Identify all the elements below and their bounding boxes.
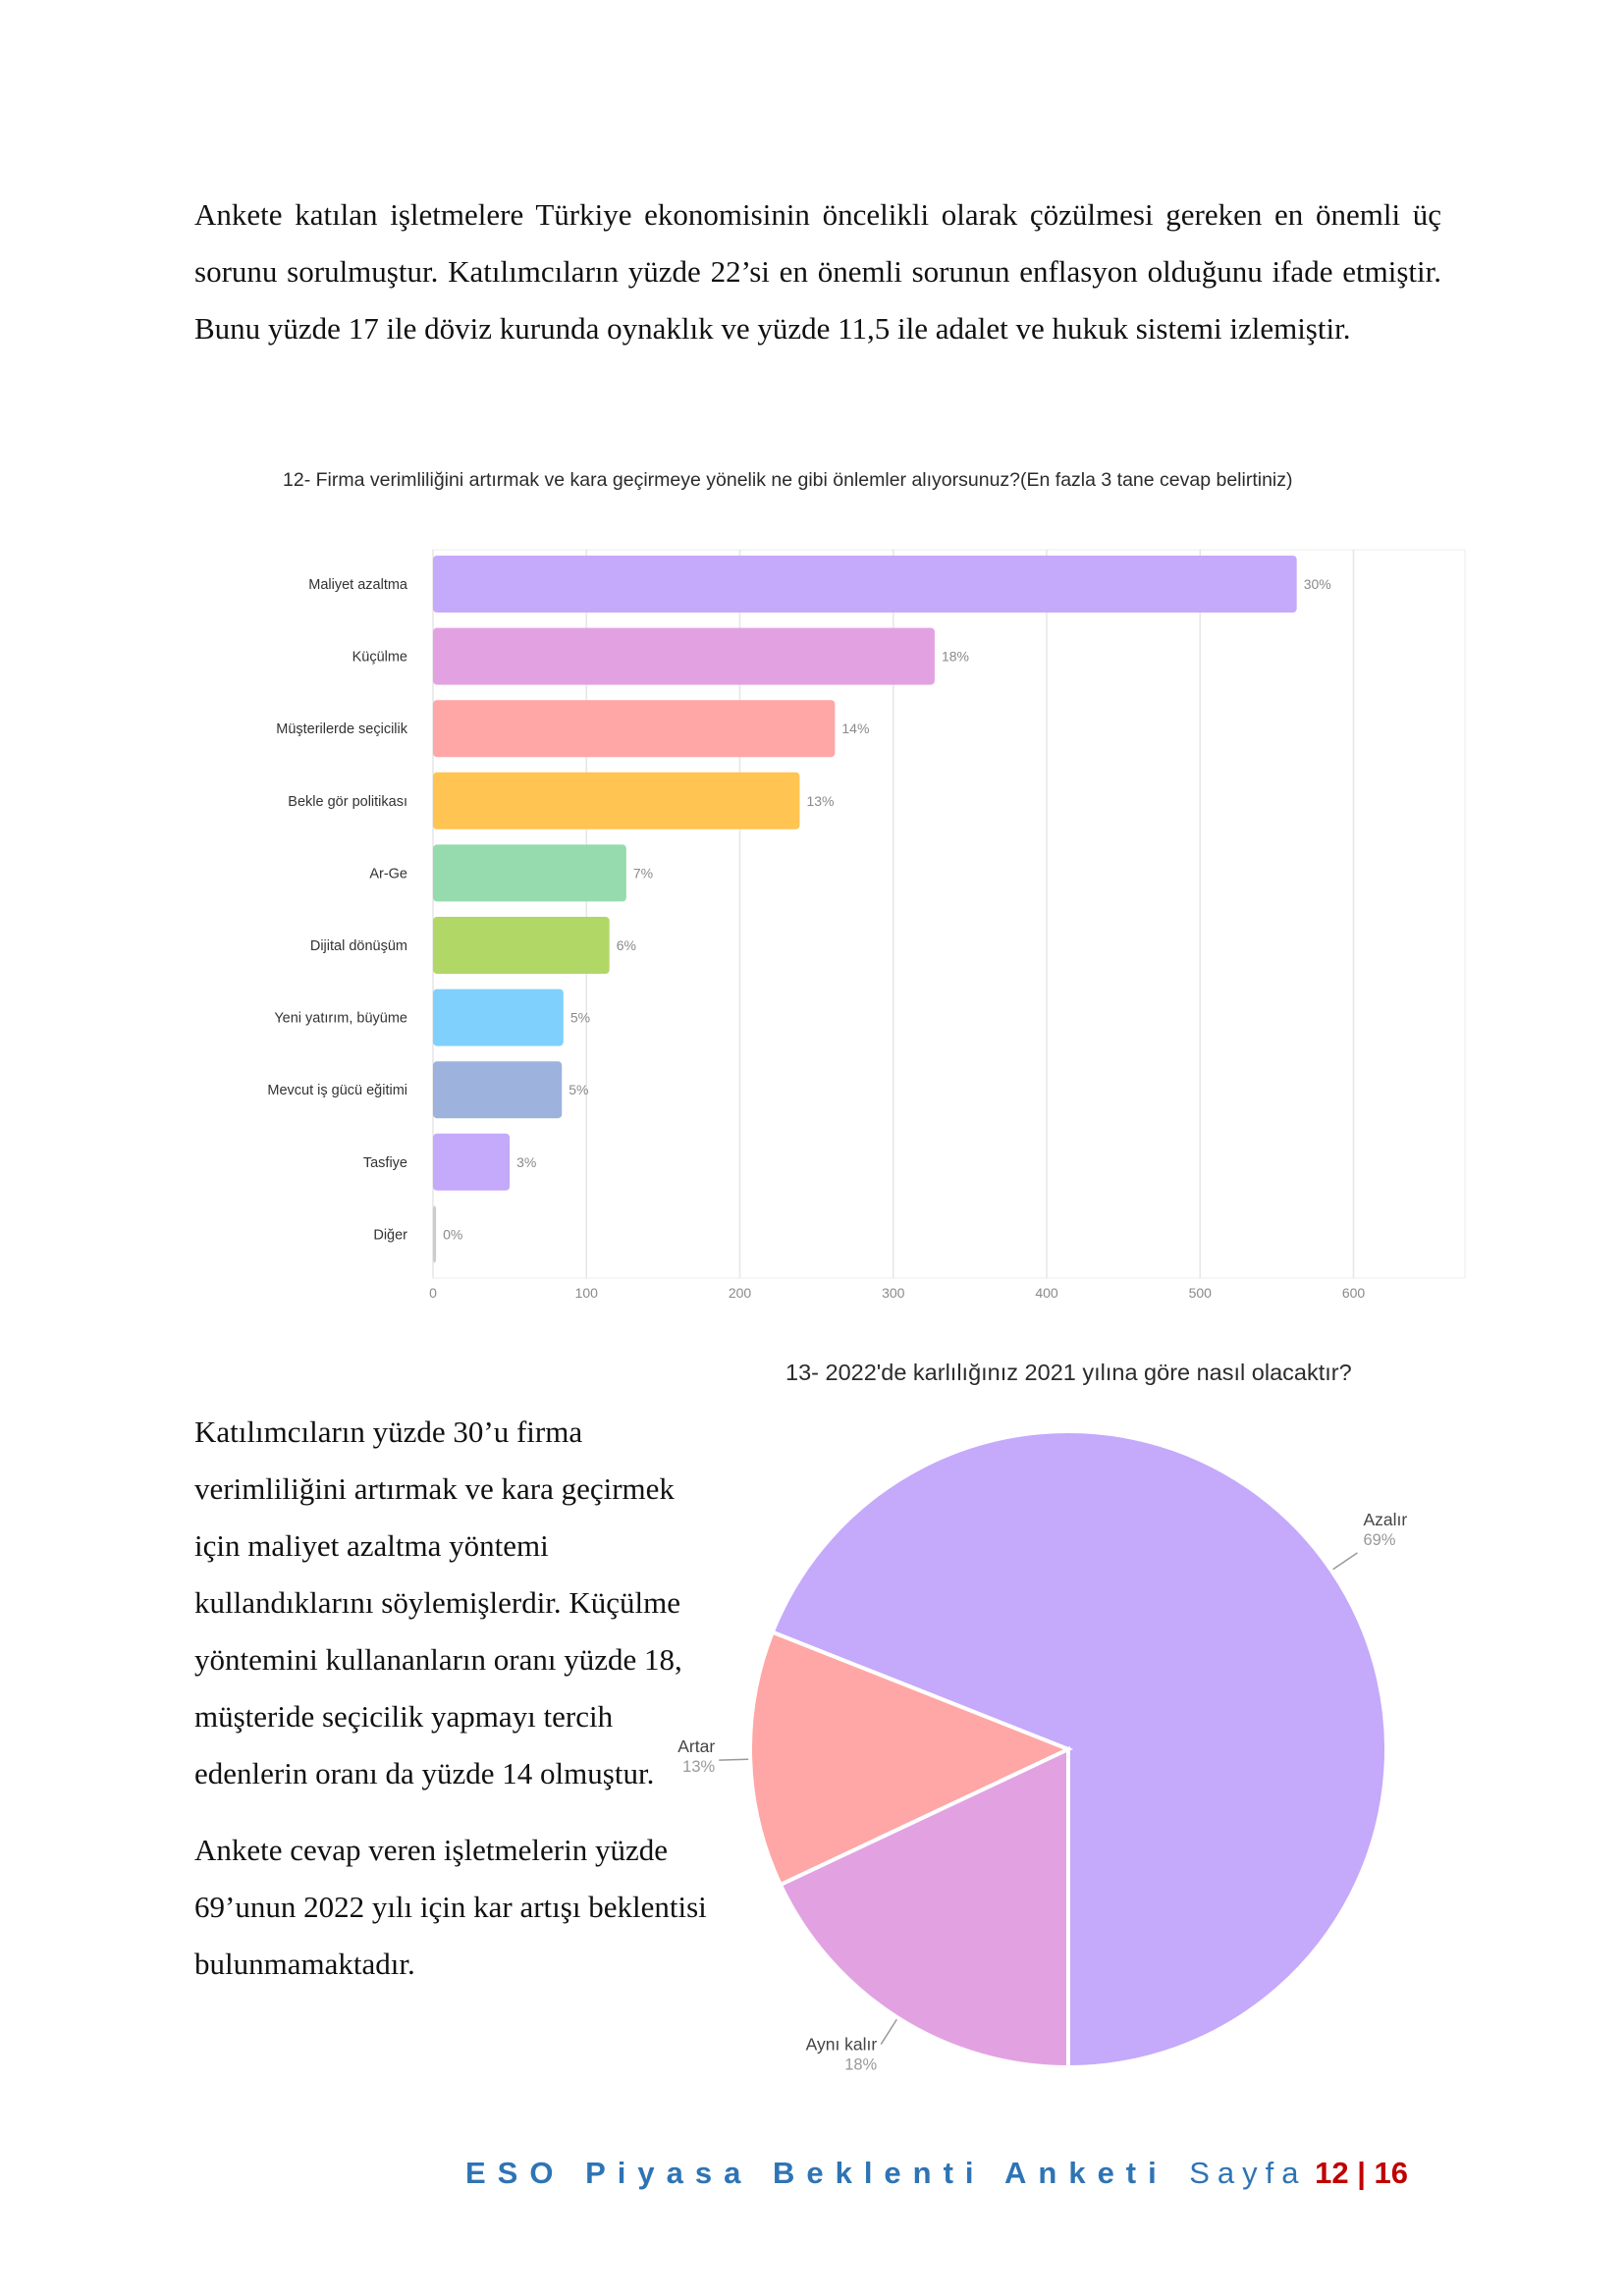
left-paragraph-2: Ankete cevap veren işletmelerin yüzde 69’unun 2022 yılı için kar artışı beklentisi bulunmamaktadır. [194,1833,707,1981]
x-tick-label: 100 [574,1285,598,1301]
bar-category-label: Dijital dönüşüm [309,938,407,954]
footer-page-number [1189,2156,1408,2191]
bar-category-label: Küçülme [352,649,407,666]
bar [433,917,610,974]
pie-slice-percent: 18% [844,2056,878,2074]
x-tick-label: 600 [1341,1285,1366,1301]
footer-current-page: 12 [1315,2156,1349,2190]
bar-category-label: Müşterilerde seçicilik [276,721,407,738]
bar-category-label: Maliyet azaltma [308,577,407,593]
bar-category-label: Mevcut iş gücü eğitimi [267,1083,407,1099]
intro-paragraph: Ankete katılan işletmelere Türkiye ekonomisinin öncelikli olarak çözülmesi gereken en önemli üç sorunu sorulmuştur. Katılımcıların yüzde 22’si en önemli sorunun enflasyon olduğunu ifade etmiştir. Bunu yüzde 17 ile döviz kurunda oynaklık ve yüzde 11,5 ile adalet ve hukuk sistemi izlemiştir. [194,197,1441,346]
x-tick-label: 400 [1035,1285,1058,1301]
left-paragraph-1: Katılımcıların yüzde 30’u firma verimliliğini artırmak ve kara geçirmek için maliyet azaltma yöntemi kullandıklarını söylemişlerdir. Küçülme yöntemini kullananların oranı yüzde 18, müşteride seçicilik yapmayı tercih edenlerin oranı da yüzde 14 olmuştur. [194,1415,682,1790]
bar-category-label: Ar-Ge [369,866,407,882]
bar-category-label: Yeni yatırım, büyüme [274,1010,407,1027]
bar [433,989,564,1046]
footer-survey-name: ESO Piyasa Beklenti Anketi [465,2156,1168,2190]
pie-leader-line [1333,1553,1358,1570]
x-tick-label: 300 [882,1285,905,1301]
bar [433,844,626,901]
pie-leader-line [881,2019,896,2044]
left-text-column [194,1404,725,2012]
pie-slice-percent: 69% [1363,1530,1396,1549]
x-tick-label: 0 [429,1285,437,1301]
bar-value-label: 3% [516,1153,537,1170]
bar-value-label: 18% [941,648,969,665]
bar-value-label: 30% [1303,576,1331,592]
footer-page-label: Sayfa [1189,2156,1307,2190]
footer-total-pages: 16 [1374,2156,1408,2190]
bar [433,628,935,685]
bar [433,773,799,829]
bar-chart [0,530,1624,1315]
bar-value-label: 7% [632,865,654,881]
bar [433,1134,510,1191]
pie-slice-label: Azalır [1363,1509,1408,1529]
pie-slice-percent: 13% [682,1758,716,1777]
bar [433,1205,436,1262]
x-tick-label: 500 [1188,1285,1212,1301]
bar-value-label: 14% [841,721,870,737]
footer-separator: | [1357,2156,1366,2190]
bar-value-label: 6% [616,937,636,953]
bar [433,556,1297,613]
x-tick-label: 200 [728,1285,752,1301]
pie-slice-label: Aynı kalır [805,2034,878,2055]
bar-value-label: 13% [806,792,835,809]
bar-category-label: Bekle gör politikası [288,793,407,810]
bar [433,700,835,757]
bar-chart-title: 12- Firma verimliliğini artırmak ve kara geçirmeye yönelik ne gibi önlemler alıyorsunuz?(En fazla 3 tane cevap belirtiniz) [283,469,1293,491]
pie-chart [677,1394,1473,2150]
bar-value-label: 5% [568,1082,589,1098]
pie-slice-label: Artar [677,1736,716,1757]
bar-category-label: Diğer [373,1227,407,1244]
pie-chart-title: 13- 2022'de karlılığınız 2021 yılına göre nasıl olacaktır? [785,1360,1352,1385]
bar-value-label: 5% [569,1009,591,1026]
bar-value-label: 0% [443,1226,463,1243]
bar [433,1061,562,1118]
bar-category-label: Tasfiye [362,1154,407,1171]
page-footer [465,2156,1408,2195]
